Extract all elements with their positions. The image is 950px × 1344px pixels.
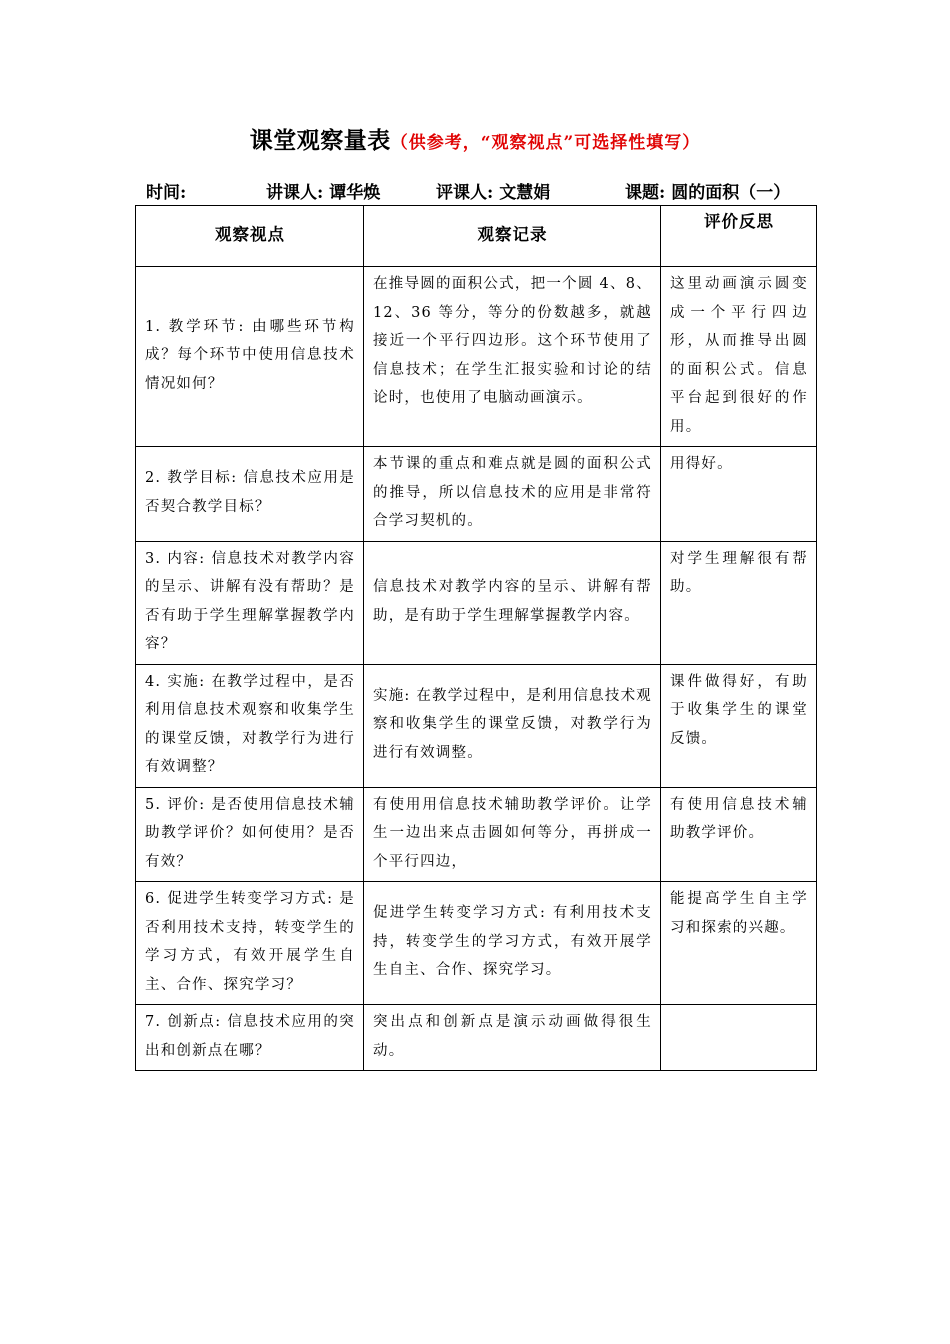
meta-reviewer: 评课人: 文慧娟 — [436, 183, 551, 203]
meta-time: 时间: — [146, 183, 187, 203]
cell-viewpoint: 3. 内容: 信息技术对教学内容的呈示、讲解有没有帮助？是否有助于学生理解掌握教学内容？ — [136, 541, 364, 664]
cell-viewpoint: 7. 创新点: 信息技术应用的突出和创新点在哪？ — [136, 1005, 364, 1071]
page-title — [0, 122, 950, 155]
header-record: 观察记录 — [364, 206, 661, 267]
title-main: 课堂观察量表 — [249, 127, 391, 154]
cell-reflection: 用得好。 — [661, 447, 817, 542]
cell-record: 本节课的重点和难点就是圆的面积公式的推导，所以信息技术的应用是非常符合学习契机的。 — [364, 447, 661, 542]
cell-record: 突出点和创新点是演示动画做得很生动。 — [364, 1005, 661, 1071]
observation-table — [135, 205, 817, 1071]
cell-viewpoint: 5. 评价: 是否使用信息技术辅助教学评价？如何使用？是否有效？ — [136, 787, 364, 882]
header-reflection: 评价反思 — [661, 206, 817, 267]
table-row — [136, 267, 817, 447]
cell-viewpoint: 1. 教学环节: 由哪些环节构成？每个环节中使用信息技术情况如何？ — [136, 267, 364, 447]
cell-reflection — [661, 1005, 817, 1071]
cell-viewpoint: 4. 实施: 在教学过程中，是否利用信息技术观察和收集学生的课堂反馈，对教学行为进行有效调整？ — [136, 664, 364, 787]
table-header-row — [136, 206, 817, 267]
cell-viewpoint: 2. 教学目标: 信息技术应用是否契合教学目标？ — [136, 447, 364, 542]
cell-record: 有使用用信息技术辅助教学评价。让学生一边出来点击圆如何等分，再拼成一个平行四边， — [364, 787, 661, 882]
table-row — [136, 447, 817, 542]
cell-reflection: 能提高学生自主学习和探索的兴趣。 — [661, 882, 817, 1005]
cell-record: 实施: 在教学过程中，是利用信息技术观察和收集学生的课堂反馈，对教学行为进行有效调整。 — [364, 664, 661, 787]
title-note: （供参考，“观察视点”可选择性填写） — [390, 133, 701, 153]
cell-reflection: 这里动画演示圆变成一个平行四边形，从而推导出圆的面积公式。信息平台起到很好的作用。 — [661, 267, 817, 447]
cell-reflection: 对学生理解很有帮助。 — [661, 541, 817, 664]
meta-teacher: 讲课人: 谭华焕 — [266, 183, 381, 203]
header-viewpoint: 观察视点 — [136, 206, 364, 267]
cell-reflection: 有使用信息技术辅助教学评价。 — [661, 787, 817, 882]
cell-viewpoint: 6. 促进学生转变学习方式: 是否利用技术支持，转变学生的学习方式，有效开展学生自主、合作、探究学习？ — [136, 882, 364, 1005]
table-row — [136, 787, 817, 882]
cell-record: 信息技术对教学内容的呈示、讲解有帮助，是有助于学生理解掌握教学内容。 — [364, 541, 661, 664]
table-row — [136, 664, 817, 787]
cell-record: 在推导圆的面积公式，把一个圆 4、8、12、36 等分，等分的份数越多，就越接近一个平行四边形。这个环节使用了信息技术；在学生汇报实验和讨论的结论时，也使用了电脑动画演示。 — [364, 267, 661, 447]
table-row — [136, 541, 817, 664]
table-row — [136, 882, 817, 1005]
meta-line — [0, 178, 950, 202]
cell-reflection: 课件做得好，有助于收集学生的课堂反馈。 — [661, 664, 817, 787]
meta-topic: 课题: 圆的面积（一） — [625, 183, 791, 203]
table-row — [136, 1005, 817, 1071]
cell-record: 促进学生转变学习方式: 有利用技术支持，转变学生的学习方式，有效开展学生自主、合作、探究学习。 — [364, 882, 661, 1005]
